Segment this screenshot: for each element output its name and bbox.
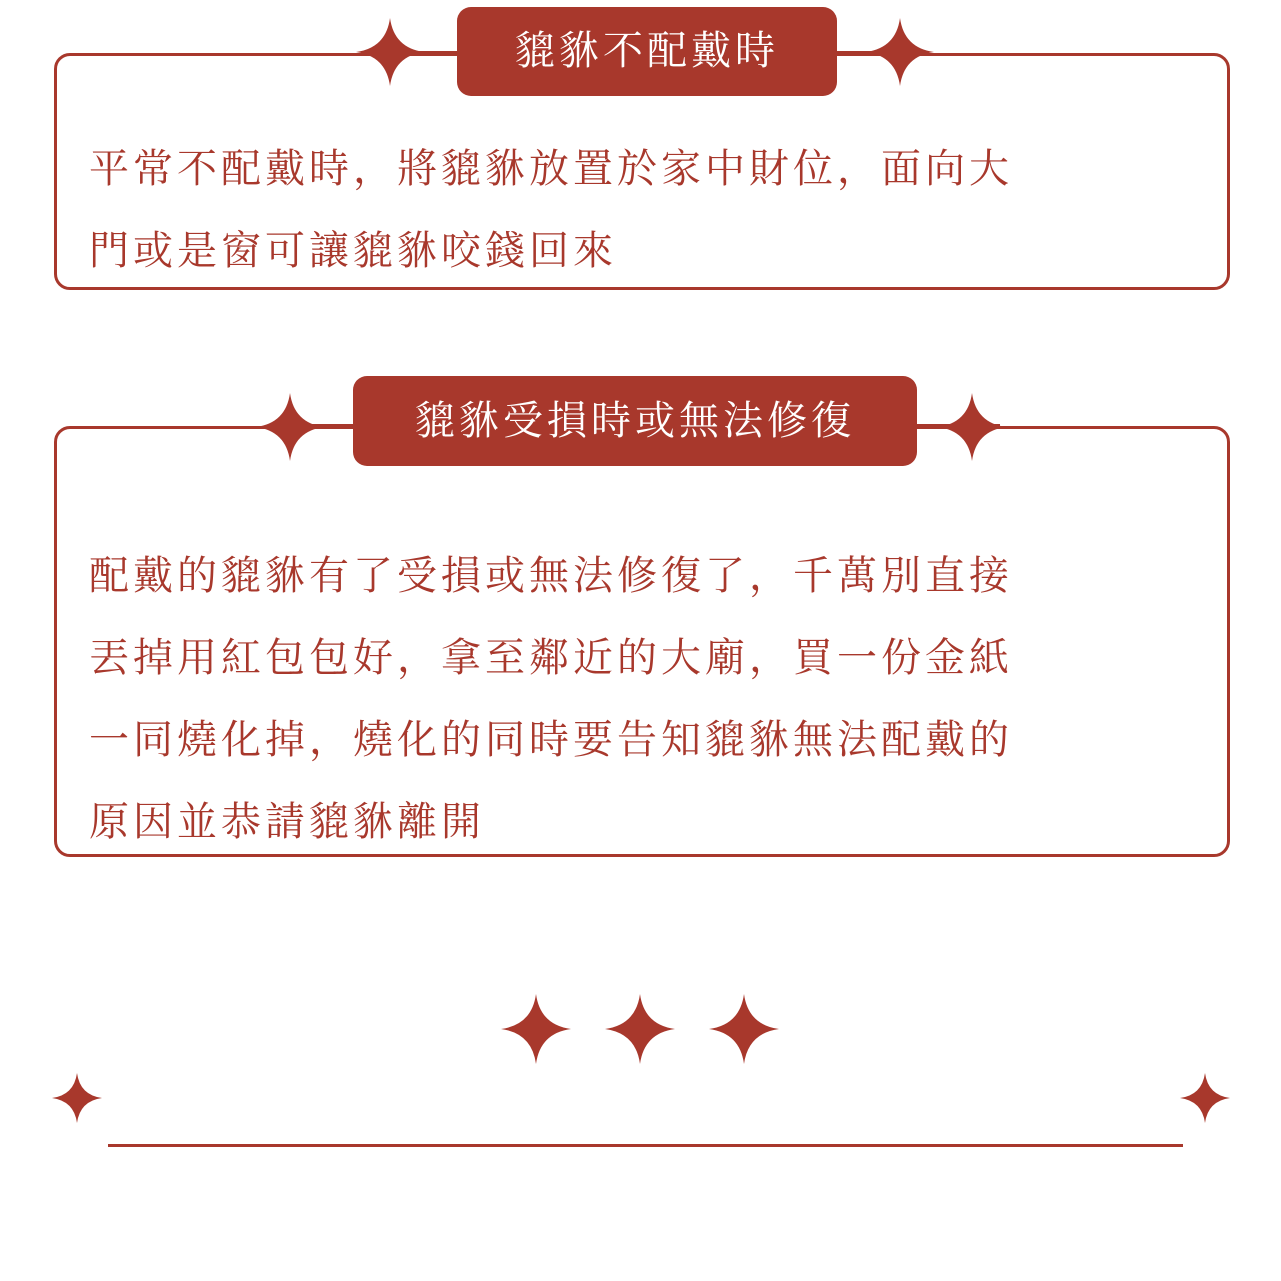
four-point-star-icon (52, 1073, 102, 1123)
four-point-star-icon (356, 18, 424, 86)
section-body-text: 平常不配戴時，將貔貅放置於家中財位，面向大 門或是窗可讓貔貅咬錢回來 (89, 146, 1013, 274)
section-label-damaged: 貔貅受損時或無法修復 (353, 376, 917, 466)
four-point-star-icon (866, 18, 934, 86)
four-point-star-icon (501, 994, 571, 1064)
four-point-star-icon (938, 393, 1006, 461)
section-label-not-wearing: 貔貅不配戴時 (457, 7, 837, 96)
four-point-star-icon (605, 994, 675, 1064)
four-point-star-icon (1180, 1073, 1230, 1123)
bottom-divider-line (108, 1144, 1183, 1147)
four-point-star-icon (256, 393, 324, 461)
four-point-star-icon (709, 994, 779, 1064)
section-body-text: 配戴的貔貅有了受損或無法修復了，千萬別直接 丟掉用紅包包好，拿至鄰近的大廟，買一份金紙 一同燒化掉，燒化的同時要告知貔貅無法配戴的 原因並恭請貔貅離開 (89, 553, 1013, 845)
section-card-damaged (54, 426, 1230, 857)
